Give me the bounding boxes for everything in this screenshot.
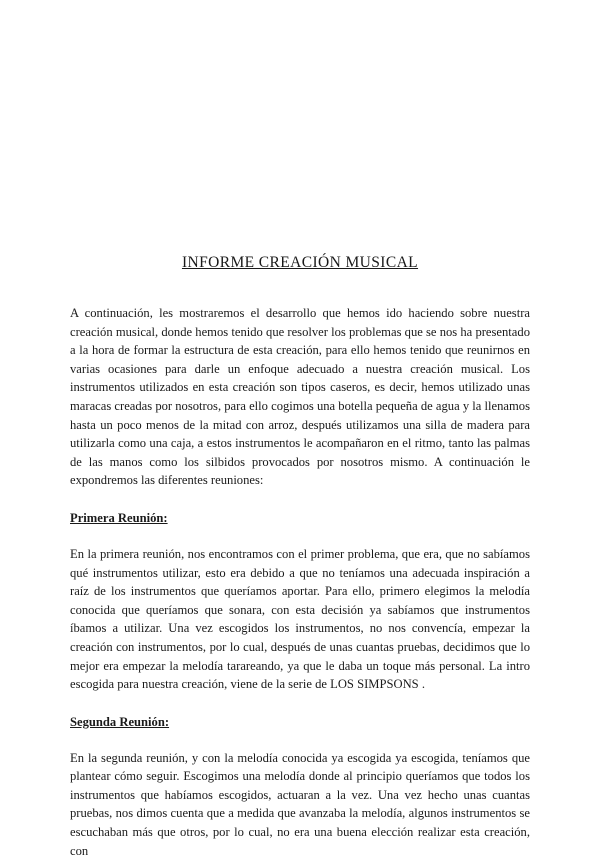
section-heading-primera-reunion: Primera Reunión:: [70, 510, 168, 525]
section-paragraph-primera-reunion: En la primera reunión, nos encontramos con el primer problema, que era, que no sabíamos qué instrumentos utilizar, esto era debido a que no teníamos una adecuada inspiración a raíz de los instrumentos que queríamos aportar. Para ello, primero elegimos la melodía conocida que queríamos que sonara, con esta decisión ya sabíamos que instrumentos íbamos a utilizar. Una vez escogidos los instrumentos, no nos convencía, empezar la creación con instrumentos, por lo cual, después de unas cuantas pruebas, decidimos que lo mejor era empezar la melodía tarareando, ya que le daba un toque más personal. La intro escogida para nuestra creación, viene de la serie de LOS SIMPSONS .: [70, 546, 530, 692]
document-title: INFORME CREACIÓN MUSICAL: [181, 254, 419, 271]
intro-paragraph: A continuación, les mostraremos el desarrollo que hemos ido haciendo sobre nuestra creación musical, donde hemos tenido que resolver los problemas que se nos ha presentado a la hora de formar la estructura de esta creación, para ello hemos tenido que reunirnos en varias ocasiones para darle un enfoque adecuado a nuestra creación musical. Los instrumentos utilizados en esta creación son tipos caseros, es decir, hemos utilizado unas maracas creadas por nosotros, para ello cogimos una botella pequeña de agua y la llenamos hasta un poco menos de la mitad con arroz, después utilizamos una silla de madera para utilizarla como una caja, a estos instrumentos le acompañaron en el ritmo, tanto las palmas de las manos como los silbidos provocados por nosotros mismo. A continuación le expondremos las diferentes reuniones:: [70, 306, 530, 488]
section-paragraph-segunda-reunion: En la segunda reunión, y con la melodía conocida ya escogida ya escogida, teníamos que plantear cómo seguir. Escogimos una melodía donde al principio queríamos que todos los instrumentos que habíamos escogidos, actuaran a la vez. Una vez hecho unas cuantas pruebas, nos dimos cuenta que a medida que avanzaba la melodía, algunos instrumentos se escuchaban más que otros, por lo cual, no era una buena elección realizar esta creación, con: [70, 750, 530, 858]
section-heading-segunda-reunion: Segunda Reunión:: [70, 714, 170, 729]
